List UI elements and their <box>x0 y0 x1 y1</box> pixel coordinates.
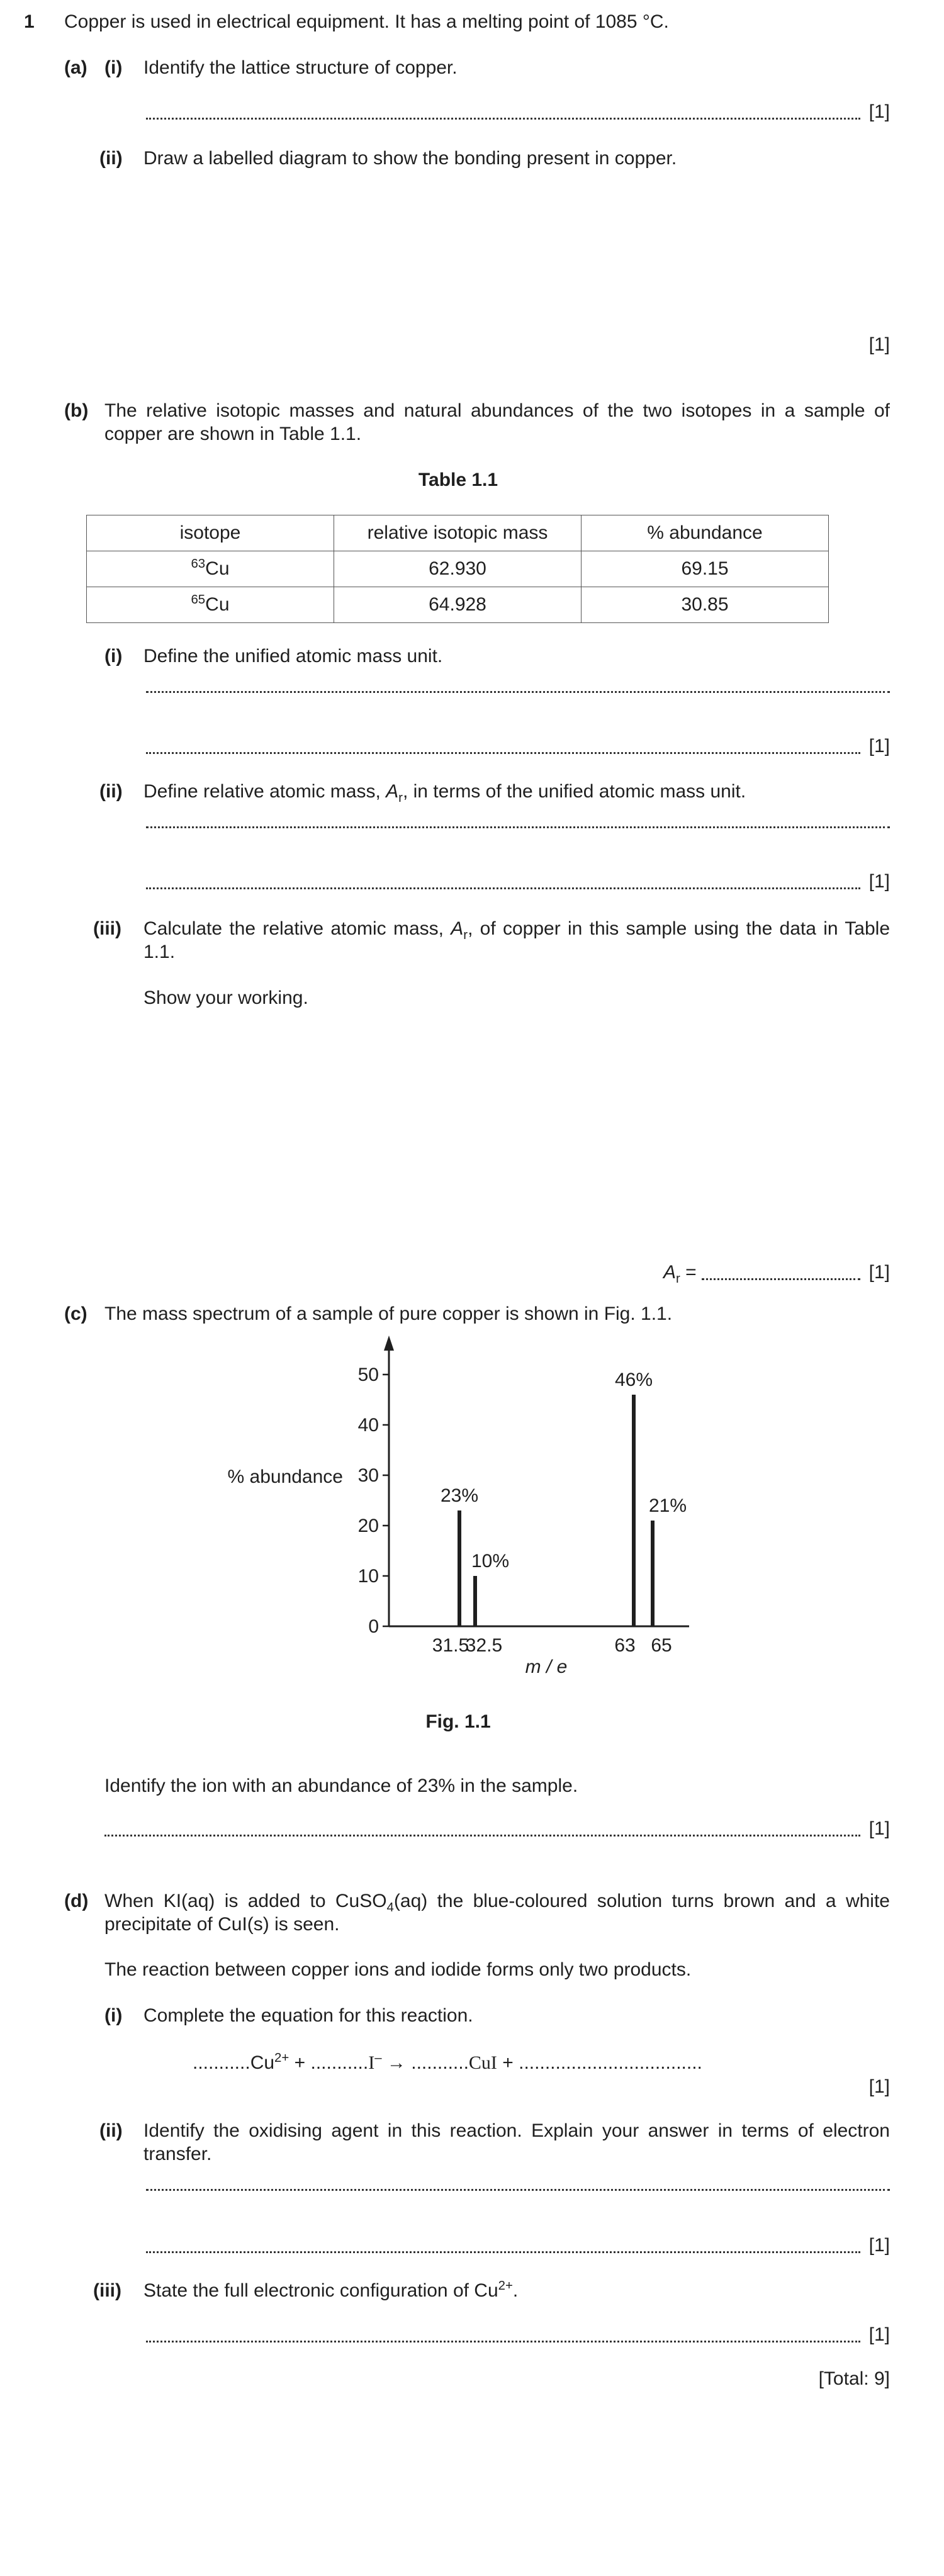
part-b-ii-text <box>143 780 746 804</box>
x-tick-label: 63 <box>614 1635 636 1656</box>
mass-number: 65 <box>191 592 206 607</box>
figure-caption: Fig. 1.1 <box>425 1711 491 1732</box>
dotted-line <box>146 118 860 120</box>
subscript: r <box>398 791 403 805</box>
table-row <box>87 551 829 587</box>
bar-value-label: 10% <box>471 1551 510 1572</box>
y-tick-label: 10 <box>357 1566 379 1587</box>
subscript: r <box>676 1272 680 1286</box>
drawing-area[interactable] <box>145 183 868 321</box>
charge: 2+ <box>498 2279 513 2293</box>
text-fragment: (aq) the blue-coloured solution turns brown and a white precipitate of CuI(s) is seen. <box>104 1891 890 1935</box>
symbol: A <box>386 781 399 802</box>
part-b-ii-label: (ii) <box>99 781 123 802</box>
answer-ar[interactable] <box>663 1261 890 1285</box>
element-symbol: Cu <box>205 558 230 579</box>
table-header-row <box>87 515 829 551</box>
dotted-line <box>146 826 890 828</box>
table-header: % abundance <box>582 515 829 551</box>
text-fragment: , of copper in this sample using the data in Table 1.1. <box>143 918 891 962</box>
y-tick-label: 30 <box>357 1465 379 1486</box>
answer-line-b-i-1[interactable] <box>146 691 890 697</box>
equals: = <box>685 1262 697 1283</box>
y-tick-label: 50 <box>357 1364 379 1385</box>
part-b-i-text: Define the unified atomic mass unit. <box>143 646 443 666</box>
show-working: Show your working. <box>143 987 308 1008</box>
bar-value-label: 46% <box>614 1370 653 1390</box>
part-d-iii-label: (iii) <box>93 2280 121 2301</box>
symbol: A <box>451 918 464 939</box>
copper-iodide: CuI <box>468 2052 497 2073</box>
mass-spectrum-chart <box>214 1334 705 1687</box>
part-b-iii-text <box>143 918 890 964</box>
equation-blank[interactable]: ........... <box>310 2052 369 2073</box>
text-fragment: Define relative atomic mass, <box>143 781 386 802</box>
y-tick-label: 0 <box>368 1616 379 1637</box>
part-c-question: Identify the ion with an abundance of 23% in the sample. <box>104 1775 578 1796</box>
mark-d-i: [1] <box>868 2076 890 2097</box>
x-tick-label: 65 <box>651 1635 672 1656</box>
element-symbol: Cu <box>205 593 230 615</box>
y-ticks <box>358 1364 389 1637</box>
y-axis-label: % abundance <box>227 1466 343 1487</box>
part-a-label: (a) <box>64 57 87 78</box>
y-tick-label: 40 <box>357 1415 379 1436</box>
isotope-cell <box>87 551 334 587</box>
mark-b-ii: [1] <box>868 871 890 892</box>
text-fragment: , in terms of the unified atomic mass unit. <box>402 781 746 802</box>
answer-line-d-iii[interactable] <box>146 2324 890 2347</box>
abundance-cell: 69.15 <box>582 551 829 587</box>
table-title: Table 1.1 <box>418 470 498 490</box>
answer-line-b-i-2[interactable] <box>146 735 890 758</box>
dotted-line <box>104 1835 860 1836</box>
part-d-iii-text <box>143 2280 518 2303</box>
question-intro: Copper is used in electrical equipment. It has a melting point of 1085 °C. <box>64 11 669 32</box>
part-b-i-label: (i) <box>104 646 123 666</box>
working-area[interactable] <box>145 1020 868 1246</box>
equation-blank[interactable]: ................................... <box>519 2052 702 2073</box>
isotope-cell <box>87 587 334 623</box>
subscript: 4 <box>386 1901 394 1915</box>
mass-number: 63 <box>191 556 206 571</box>
subscript: r <box>463 928 468 942</box>
answer-line-a-i[interactable] <box>146 101 890 124</box>
part-d-text <box>104 1890 890 1936</box>
part-d-ii-text: Identify the oxidising agent in this reaction. Explain your answer in terms of electron transfer. <box>143 2120 890 2164</box>
mass-cell: 62.930 <box>334 551 582 587</box>
answer-line-d-ii-1[interactable] <box>146 2189 890 2195</box>
ar-label <box>663 1261 697 1285</box>
part-d-ii-label: (ii) <box>99 2120 123 2141</box>
answer-line-d-ii-2[interactable] <box>146 2234 890 2258</box>
mark-d-iii: [1] <box>868 2324 890 2345</box>
iodide-ion: I <box>368 2052 375 2073</box>
dotted-line <box>146 2341 860 2343</box>
charge: – <box>374 2051 382 2065</box>
answer-line-c[interactable] <box>104 1818 890 1841</box>
equation[interactable] <box>193 2052 702 2075</box>
charge: 2+ <box>274 2051 289 2065</box>
dotted-line <box>146 752 860 754</box>
part-a-ii-text: Draw a labelled diagram to show the bonding present in copper. <box>143 148 677 169</box>
table-row <box>87 587 829 623</box>
x-axis-label: m / e <box>525 1656 568 1677</box>
reaction-arrow: → <box>386 2052 406 2073</box>
part-d-i-label: (i) <box>104 2005 123 2026</box>
abundance-cell: 30.85 <box>582 587 829 623</box>
mass-cell: 64.928 <box>334 587 582 623</box>
part-a-i-text: Identify the lattice structure of copper. <box>143 57 458 78</box>
bar-value-label: 23% <box>440 1485 479 1506</box>
answer-line-b-ii-1[interactable] <box>146 826 890 833</box>
text-fragment: Calculate the relative atomic mass, <box>143 918 451 939</box>
part-d-i-text: Complete the equation for this reaction. <box>143 2005 473 2026</box>
table-header: isotope <box>87 515 334 551</box>
mark-d-ii: [1] <box>868 2235 890 2256</box>
text-fragment: State the full electronic configuration of Cu <box>143 2280 498 2301</box>
dotted-line <box>702 1278 860 1280</box>
part-c-text: The mass spectrum of a sample of pure copper is shown in Fig. 1.1. <box>104 1303 673 1324</box>
plus-sign: + <box>294 2052 306 2073</box>
chart-bars <box>432 1370 687 1656</box>
text-fragment: When KI(aq) is added to CuSO <box>104 1891 387 1911</box>
part-c-label: (c) <box>64 1303 87 1324</box>
part-a-i-label: (i) <box>104 57 123 78</box>
part-b-iii-label: (iii) <box>93 918 121 939</box>
mark-a-i: [1] <box>868 101 890 122</box>
dotted-line <box>146 2251 860 2253</box>
question-number: 1 <box>24 11 35 32</box>
x-tick-label: 31.5 <box>432 1635 469 1656</box>
dotted-line <box>146 887 860 889</box>
mark-a-ii: [1] <box>868 334 890 355</box>
equation-blank[interactable]: ........... <box>411 2052 469 2073</box>
text-fragment: . <box>512 2280 519 2301</box>
plus-sign: + <box>502 2052 514 2073</box>
mark-c: [1] <box>868 1818 890 1839</box>
part-a-ii-label: (ii) <box>99 148 123 169</box>
symbol: A <box>663 1262 677 1283</box>
y-axis-arrow <box>384 1336 394 1351</box>
part-b-text: The relative isotopic masses and natural abundances of the two isotopes in a sample of copper are shown in Table 1.1. <box>104 400 890 444</box>
total-marks: [Total: 9] <box>818 2368 890 2389</box>
isotope-table <box>86 515 829 623</box>
answer-line-b-ii-2[interactable] <box>146 870 890 894</box>
table-header: relative isotopic mass <box>334 515 582 551</box>
y-tick-label: 20 <box>357 1516 379 1536</box>
equation-blank[interactable]: ........... <box>193 2052 250 2073</box>
x-tick-label: 32.5 <box>465 1635 503 1656</box>
part-b-label: (b) <box>64 400 89 421</box>
mark-b-i: [1] <box>868 736 890 756</box>
dotted-line <box>146 691 890 693</box>
mark-b-iii: [1] <box>868 1262 890 1283</box>
part-d-label: (d) <box>64 1891 89 1911</box>
bar-value-label: 21% <box>649 1495 687 1516</box>
copper-ion: Cu <box>250 2052 275 2073</box>
dotted-line <box>146 2189 890 2191</box>
part-d-text2: The reaction between copper ions and iodide forms only two products. <box>104 1959 692 1980</box>
